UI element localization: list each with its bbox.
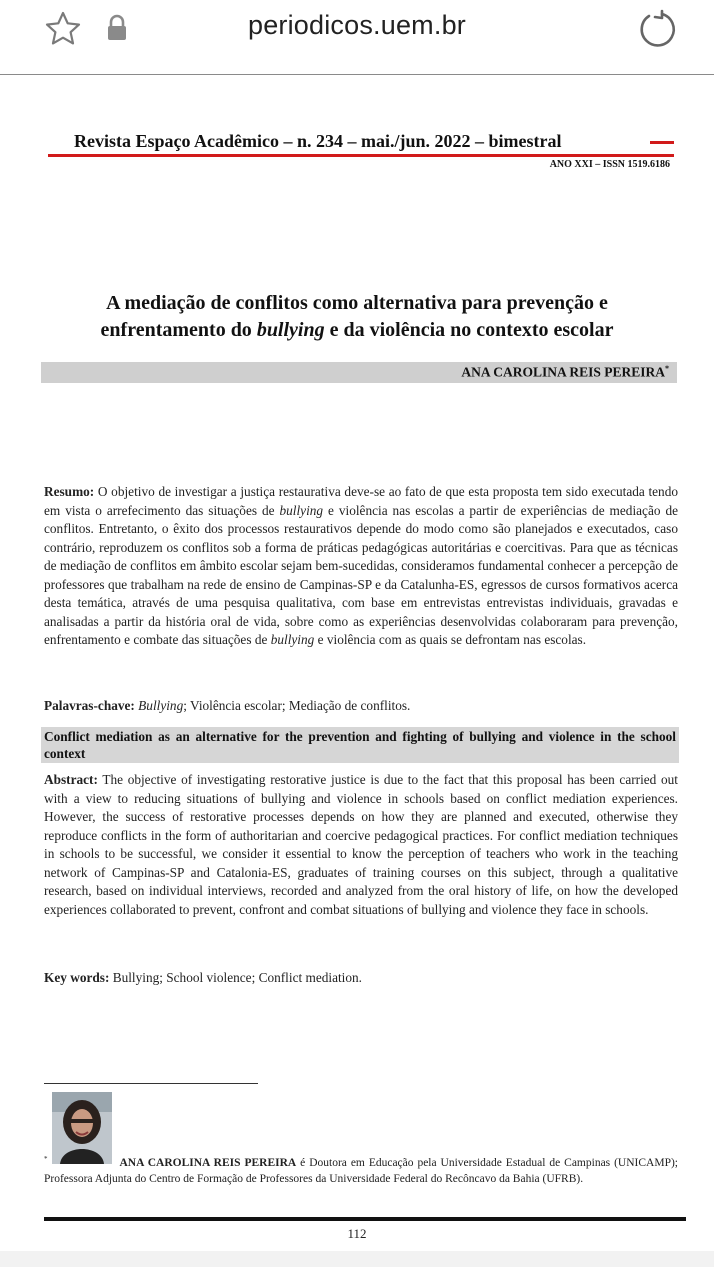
author-footnote-mark[interactable]: *: [665, 364, 669, 373]
browser-toolbar: [0, 0, 714, 75]
article-title: [44, 290, 670, 344]
english-title: Conflict mediation as an alternative for the prevention and fighting of bullying and violence in the school context: [44, 729, 676, 761]
title-text-end: e da violência no contexto escolar: [324, 319, 614, 341]
header-red-mark: [650, 141, 674, 144]
url-bar[interactable]: periodicos.uem.br: [247, 10, 466, 40]
author-name: [461, 364, 669, 381]
palavras-text: ; Violência escolar; Mediação de conflitos.: [183, 698, 411, 713]
title-italic: bullying: [256, 319, 325, 341]
palavras-italic: Bullying: [138, 698, 184, 713]
resumo-text: O objetivo de investigar a justiça restaurativa deve-se ao fato de que esta proposta tem sido executada tendo em vista o arrefecimento das situações de: [44, 484, 678, 518]
journal-header: Revista Espaço Acadêmico – n. 234 – mai./jun. 2022 – bimestral: [74, 131, 562, 151]
resumo-label: Resumo:: [44, 484, 95, 499]
keywords-label: Key words:: [44, 970, 110, 985]
pdf-page: [0, 75, 714, 1267]
abstract-text: The objective of investigating restorative justice is due to the fact that this proposal has been carried out with a view to reducing situations of bullying and violence in schools based on conflict mediation experiences. However, the success of restorative processes depends on how they are planned and executed, otherwise they reproduce conflicts in the form of authoritarian and coercive pedagogical practices. For conflict mediation techniques in schools to be successful, we consider it essential to know the perception of teachers who work in the teaching network of Campinas-SP and Catalonia-ES, graduates of training courses on this subject, through a qualitative research, based on individual interviews, recorded and analyzed from the oral history of life, on how the developed experiences collaborated to prevent, confront and combat situations of bullying and violence they face in schools.: [44, 772, 678, 917]
english-title-bar: [41, 727, 679, 763]
title-line-1: A mediação de conflitos como alternativa para prevenção e: [106, 292, 608, 314]
page-number: 112: [347, 1226, 367, 1241]
resumo-italic-2: bullying: [270, 632, 315, 647]
title-line-2: [44, 317, 670, 344]
resumo-paragraph: [44, 483, 678, 650]
keywords-text: Bullying; School violence; Conflict mediation.: [109, 970, 362, 985]
issn-label: ANO XXI – ISSN 1519.6186: [549, 159, 670, 170]
page-bottom-rule: [44, 1217, 686, 1221]
footnote-mark: *: [44, 1155, 48, 1163]
abstract-label: Abstract:: [44, 772, 98, 787]
palavras-chave: [44, 697, 678, 716]
resumo-text-2: e violência nas escolas a partir de experiências de mediação de conflitos. Entretanto, o êxito dos processos restaurativos depende do modo como são planejados e executados, caso contrário, reproduzem os conflitos sob a forma de práticas pedagógicas autoritárias e coercitivas. Para que as técnicas de mediação de conflitos em âmbito escolar sejam bem-sucedidas, consideramos fundamental conhecer a percepção de professores que trabalham na rede de ensino de Campinas-SP e da Catalunha-ES, egressos de cursos formativos acerca desta temática, através de uma pesquisa qualitativa, com base em entrevistas entrevistas individuais, gravadas e analisadas a partir da história oral de vida, sobre como as experiências desenvolvidas colaboraram para prevenção, enfrentamento e combate das situações de: [44, 502, 678, 647]
header-red-line: [48, 154, 674, 157]
resumo-text-3: e violência com as quais se defrontam nas escolas.: [314, 632, 587, 647]
resumo-italic: bullying: [279, 502, 324, 518]
title-text: enfrentamento do: [100, 319, 257, 341]
author-bar: [41, 362, 677, 383]
author-footnote: [44, 1151, 678, 1187]
key-words: [44, 969, 678, 988]
abstract-paragraph: [44, 771, 678, 919]
palavras-label: Palavras-chave:: [44, 698, 135, 713]
footnote-author: ANA CAROLINA REIS PEREIRA: [119, 1156, 297, 1169]
author-text: ANA CAROLINA REIS PEREIRA: [461, 364, 665, 380]
footnote-text: é Doutora em Educação pela Universidade Estadual de Campinas (UNICAMP); Professora Adjunta do Centro de Formação de Professores da Universidade Federal do Recôncavo da Bahia (UFRB).: [44, 1156, 678, 1185]
reload-icon[interactable]: [636, 8, 678, 55]
page-gap: [0, 1251, 714, 1267]
footnote-divider: [44, 1083, 258, 1084]
